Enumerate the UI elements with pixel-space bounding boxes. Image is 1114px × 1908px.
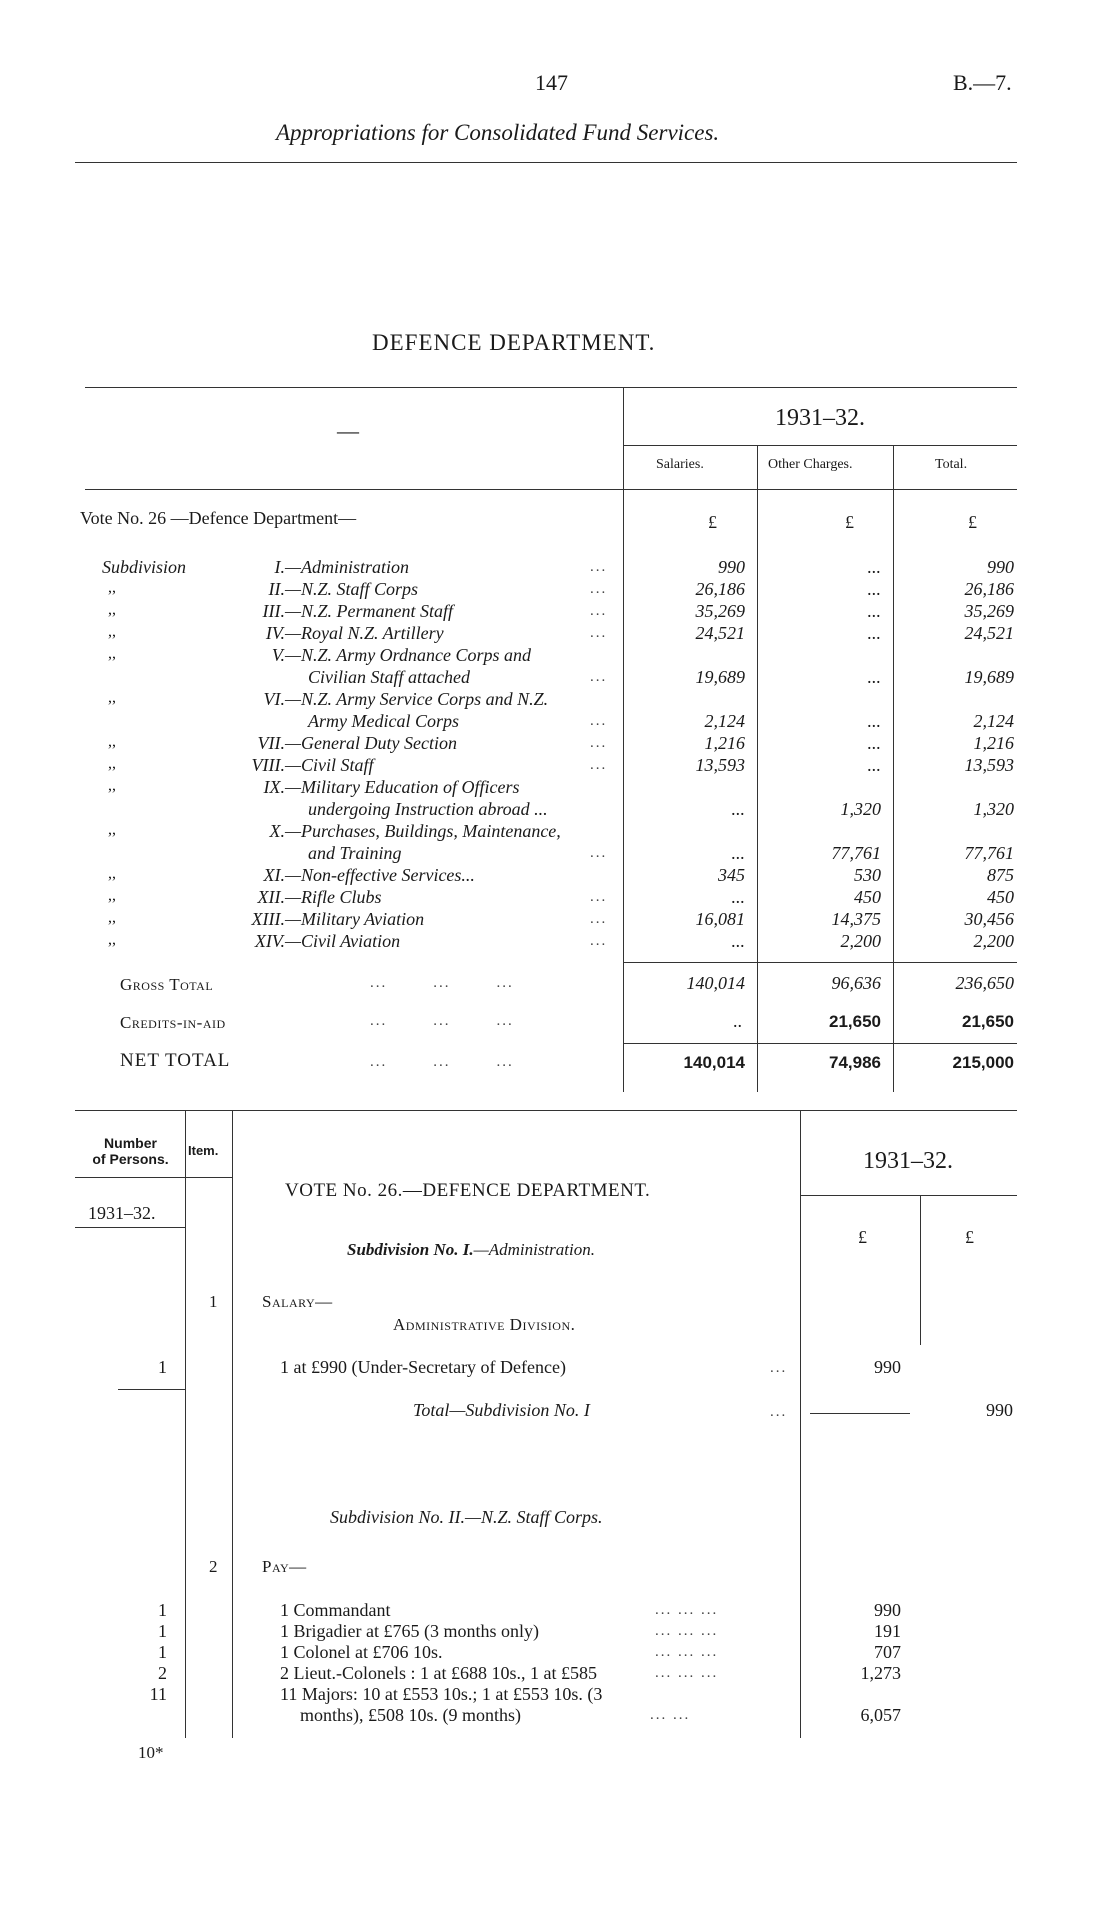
summary-oth-value: 14,375 [831,909,881,929]
subdivision-label: —Civil Aviation [285,931,401,951]
subdivision-label: Civilian Staff attached [308,667,470,687]
summary-sal-value: ... [731,843,745,863]
persons-year: 1931–32. [88,1203,156,1223]
subdivision-label: —Royal N.Z. Artillery [285,623,444,643]
summary-sal-value: 26,186 [695,579,745,599]
summary-year-heading: 1931–32. [775,405,865,431]
credits-salaries: .. [733,1011,742,1031]
summary-oth-value: ... [867,557,881,577]
summary-oth-value: ... [867,579,881,599]
summary-tot-value: 26,186 [964,579,1014,599]
subdivision-label: —Military Aviation [285,909,425,929]
summary-tot-value: 1,320 [973,799,1014,819]
sub1-item-number: 1 [209,1292,218,1311]
subdivision-label: —Purchases, Buildings, Maintenance, [285,821,561,841]
pay-line-text-continued: months), £508 10s. (9 months) [300,1705,522,1725]
subdivision-label: —Non-effective Services... [285,865,475,885]
summary-tot-value: 450 [987,887,1014,907]
subdivision-numeral: VIII. [251,755,285,775]
summary-sal-value: ... [731,887,745,907]
summary-sal-value: 35,269 [695,601,745,621]
subdivision-label: —Rifle Clubs [285,887,382,907]
net-total-label: NET TOTAL [120,1050,231,1071]
leader-dots: ... ... ... [655,1602,719,1618]
detail-year-rule [800,1195,1017,1196]
leader-dots: ... [590,559,608,575]
gross-other: 96,636 [831,973,881,993]
sub1-total-leader: ... [770,1404,788,1420]
pay-line-text: 1 Commandant [280,1600,391,1620]
sub1-line-persons: 1 [158,1357,167,1377]
document-reference: B.—7. [953,70,1012,95]
leader-dots: ... ... ... [655,1623,719,1639]
summary-sal-value: 24,521 [695,623,745,643]
subdivision-label: —N.Z. Permanent Staff [285,601,454,621]
sub1-title-bold: Subdivision No. I. [347,1240,474,1259]
net-other: 74,986 [829,1053,881,1072]
ditto-mark: ,, [108,755,116,772]
footer-mark: 10* [138,1743,164,1762]
pay-line-amount: 191 [874,1621,901,1641]
col-item: Item. [188,1143,219,1158]
leader-dots: ... ... ... [655,1665,719,1681]
summary-oth-value: 77,761 [831,843,881,863]
summary-sal-value: 16,081 [695,909,745,929]
credits-total: 21,650 [962,1012,1014,1031]
summary-col-divider-2 [893,445,894,1092]
pay-line-persons: 1 [158,1642,167,1662]
leader-dots: ... [590,735,608,751]
summary-sal-value: ... [731,799,745,819]
subdivision-numeral: VI. [263,689,285,709]
subdivision-label: undergoing Instruction abroad ... [308,799,548,819]
detail-head-rule-left [75,1177,232,1178]
leader-dots: ... [590,603,608,619]
subdivision-label: and Training [308,843,402,863]
subdivision-numeral: XIV. [254,931,285,951]
ditto-mark: ,, [108,733,116,750]
gross-total-label: Gross Total [120,975,214,994]
detail-divider-persons [185,1110,186,1738]
summary-sal-value: 345 [718,865,745,885]
credits-other: 21,650 [829,1012,881,1031]
col-of-persons-label: of Persons. [92,1151,169,1167]
pay-label: Pay— [262,1557,307,1576]
sub1-title [347,1240,595,1260]
pay-line-persons: 1 [158,1600,167,1620]
sub1-title-rest: —Administration. [473,1240,595,1259]
pay-line-persons: 11 [149,1684,167,1704]
summary-tot-value: 1,216 [973,733,1014,753]
admin-division: Administrative Division. [393,1315,576,1334]
leader-dots: ... [590,669,608,685]
summary-sal-value: ... [731,931,745,951]
summary-sal-value: 1,216 [704,733,745,753]
sub2-item-number: 2 [209,1557,218,1576]
sub1-persons-rule [118,1389,185,1390]
detail-year-heading: 1931–32. [863,1148,953,1174]
sub1-total-label: Total—Subdivision No. I [413,1400,590,1420]
ditto-mark: ,, [108,909,116,926]
pay-line-text: 2 Lieut.-Colonels : 1 at £688 10s., 1 at £585 [280,1663,597,1683]
sub1-line-leader: ... [770,1360,788,1376]
pay-line-text: 11 Majors: 10 at £553 10s.; 1 at £553 10s. (3 [280,1684,603,1704]
subdivision-label: —Military Education of Officers [285,777,520,797]
summary-tot-value: 13,593 [964,755,1014,775]
subdivision-label: —N.Z. Army Ordnance Corps and [285,645,532,665]
leader-dots: ... ... ... [655,1644,719,1660]
summary-tot-value: 30,456 [964,909,1014,929]
summary-tot-value: 990 [987,557,1014,577]
summary-tot-value: 2,200 [973,931,1014,951]
leader-dots: ... ... [650,1707,691,1723]
pay-line-persons: 1 [158,1621,167,1641]
subdivision-numeral: III. [262,601,285,621]
pay-line-amount: 707 [874,1642,901,1662]
subdivision-numeral: XII. [257,887,285,907]
pay-line-amount: 990 [874,1600,901,1620]
summary-col-other: Other Charges. [768,457,853,472]
pay-line-text: 1 Colonel at £706 10s. [280,1642,443,1662]
summary-sal-value: 13,593 [695,755,745,775]
detail-currency-1: £ [858,1227,867,1247]
ditto-mark: ,, [108,931,116,948]
summary-oth-value: ... [867,623,881,643]
ditto-mark: ,, [108,579,116,596]
leader-dots: ... [590,889,608,905]
summary-oth-value: 1,320 [840,799,881,819]
currency-total: £ [968,512,977,532]
summary-stub-divider [623,387,624,1092]
net-total: 215,000 [952,1053,1014,1072]
sub1-line-text: 1 at £990 (Under-Secretary of Defence) [280,1357,566,1377]
sub1-total-rule [810,1413,910,1414]
summary-col-total: Total. [935,457,968,472]
summary-oth-value: ... [867,601,881,621]
summary-oth-value: 2,200 [840,931,881,951]
col-number-of-persons [78,1135,183,1167]
vote-title: VOTE No. 26.—DEFENCE DEPARTMENT. [285,1180,651,1201]
ditto-mark: ,, [108,689,116,706]
subdivision-label: —Civil Staff [285,755,374,775]
summary-tot-value: 875 [987,865,1014,885]
sub1-line-amount: 990 [874,1357,901,1377]
ditto-mark: ,, [108,777,116,794]
subdivision-numeral: XI. [263,865,285,885]
gross-salaries: 140,014 [686,973,745,993]
leader-dots: ... [590,845,608,861]
detail-divider-amount2 [920,1195,921,1345]
leader-dots: ... [590,911,608,927]
subdivision-numeral: I. [274,557,285,577]
ditto-mark: ,, [108,623,116,640]
col-number-label: Number [104,1135,157,1151]
salary-label: Salary— [262,1292,333,1311]
subdivision-numeral: IV. [265,623,285,643]
header-rule [75,162,1017,163]
summary-stub-dash: — [337,418,359,443]
summary-tot-value: 2,124 [973,711,1014,731]
subdivision-numeral: IX. [263,777,285,797]
subdivision-label: —Administration [285,557,410,577]
leader-dots: ... [590,713,608,729]
pay-line-amount: 6,057 [860,1705,901,1725]
leader-dots: ... [590,581,608,597]
credits-label: Credits-in-aid [120,1013,226,1032]
detail-divider-item [232,1110,233,1738]
summary-tot-value: 77,761 [964,843,1014,863]
summary-bottom-rule [75,1110,1017,1111]
running-title: Appropriations for Consolidated Fund Services. [276,120,720,145]
summary-col-divider-1 [757,445,758,1092]
gross-top-rule [623,962,1017,963]
subdivision-label: —General Duty Section [285,733,457,753]
subdivision-word: Subdivision [102,557,186,577]
summary-oth-value: ... [867,667,881,687]
persons-year-rule [75,1227,185,1228]
summary-oth-value: 450 [854,887,881,907]
ditto-mark: ,, [108,645,116,662]
summary-sal-value: 990 [718,557,745,577]
vote-label: Vote No. 26 —Defence Department— [80,508,357,528]
subdivision-numeral: V. [271,645,285,665]
ditto-mark: ,, [108,887,116,904]
pay-line-text: 1 Brigadier at £765 (3 months only) [280,1621,539,1641]
summary-sal-value: 2,124 [704,711,745,731]
net-top-rule [623,1043,1017,1044]
summary-oth-value: 530 [854,865,881,885]
summary-sal-value: 19,689 [695,667,745,687]
leader-dots: ... [590,625,608,641]
pay-line-persons: 2 [158,1663,167,1683]
currency-other: £ [845,512,854,532]
ditto-mark: ,, [108,865,116,882]
net-salaries: 140,014 [683,1053,745,1072]
pay-line-amount: 1,273 [860,1663,901,1683]
summary-top-rule [85,387,1017,388]
subdivision-label: Army Medical Corps [308,711,459,731]
subdivision-numeral: X. [269,821,285,841]
gross-leader: ... ... ... [370,975,514,991]
subdivision-numeral: XIII. [251,909,285,929]
detail-divider-amount1 [800,1110,801,1738]
summary-year-rule [623,445,1017,446]
subdivision-label: —N.Z. Staff Corps [285,579,419,599]
subdivision-numeral: II. [268,579,285,599]
department-title: DEFENCE DEPARTMENT. [372,330,656,355]
summary-tot-value: 24,521 [964,623,1014,643]
detail-currency-2: £ [965,1227,974,1247]
sub2-title: Subdivision No. II.—N.Z. Staff Corps. [330,1507,603,1527]
credits-leader: ... ... ... [370,1013,514,1029]
summary-header-rule [85,489,1017,490]
sub1-total-amount: 990 [986,1400,1013,1420]
subdivision-numeral: VII. [257,733,285,753]
summary-oth-value: ... [867,711,881,731]
summary-oth-value: ... [867,755,881,775]
currency-salaries: £ [708,512,717,532]
subdivision-label: —N.Z. Army Service Corps and N.Z. [285,689,549,709]
leader-dots: ... [590,757,608,773]
page-number: 147 [535,70,568,95]
net-leader: ... ... ... [370,1054,514,1070]
summary-oth-value: ... [867,733,881,753]
leader-dots: ... [590,933,608,949]
summary-tot-value: 19,689 [964,667,1014,687]
ditto-mark: ,, [108,821,116,838]
summary-col-salaries: Salaries. [656,457,704,472]
summary-tot-value: 35,269 [964,601,1014,621]
gross-total: 236,650 [955,973,1014,993]
ditto-mark: ,, [108,601,116,618]
